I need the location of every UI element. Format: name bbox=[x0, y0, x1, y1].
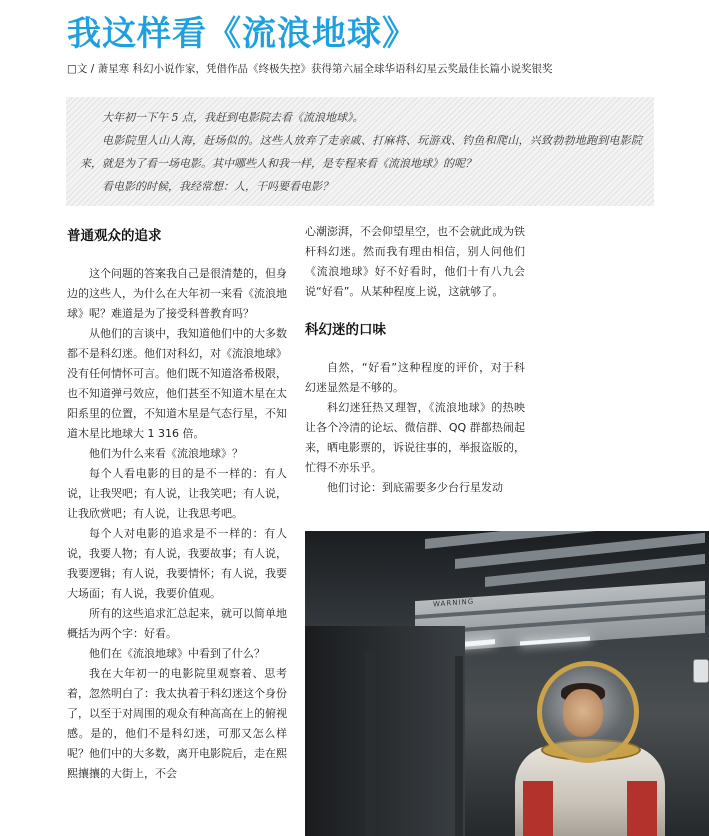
photo-wall bbox=[305, 626, 465, 836]
photo-suit-red-panel bbox=[523, 781, 553, 836]
photo-suit-red-panel bbox=[627, 781, 657, 836]
article-title: 我这样看《流浪地球》 bbox=[67, 14, 417, 54]
photo-astronaut-face bbox=[563, 689, 603, 737]
photo-wall-device bbox=[693, 659, 709, 683]
left-column bbox=[67, 222, 287, 784]
body-paragraph-continued: 心潮澎湃，不会仰望星空，也不会就此成为铁杆科幻迷。然而我有理由相信，别人问他们《流浪地球》好不好看时，他们十有八九会说“好看”。从某种程度上说，这就够了。 bbox=[305, 225, 525, 298]
photo-frame-bar bbox=[455, 656, 463, 836]
intro-paragraph: 大年初一下午 5 点，我赶到电影院去看《流浪地球》。 bbox=[102, 111, 364, 124]
photo-warning-label: WARNING bbox=[433, 597, 475, 609]
photo-frame-bar bbox=[365, 651, 375, 836]
body-paragraph: 这个问题的答案我自己是很清楚的，但身边的这些人，为什么在大年初一来看《流浪地球》呢？难道是为了接受科普教育吗？ bbox=[67, 267, 287, 320]
body-paragraph: 所有的这些追求汇总起来，就可以简单地概括为两个字：好看。 bbox=[67, 607, 287, 640]
body-paragraph: 他们在《流浪地球》中看到了什么？ bbox=[89, 647, 265, 660]
right-column bbox=[305, 222, 525, 498]
intro-paragraph: 电影院里人山人海，赶场似的。这些人放弃了走亲戚、打麻将、玩游戏、钓鱼和爬山，兴致勃勃地跑到电影院来，就是为了看一场电影。其中哪些人和我一样，是专程来看《流浪地球》的呢？ bbox=[80, 134, 642, 170]
author-byline: □文 / 萧星寒 科幻小说作家，凭借作品《终极失控》获得第六届全球华语科幻星云奖最佳长篇小说奖银奖 bbox=[67, 63, 553, 75]
section-heading: 科幻迷的口味 bbox=[305, 322, 386, 338]
body-paragraph: 每个人对电影的追求是不一样的：有人说，我要人物；有人说，我要故事；有人说，我要逻辑；有人说，我要情怀；有人说，我要大场面；有人说，我要价值观。 bbox=[67, 527, 287, 600]
intro-paragraph: 看电影的时候，我经常想：人，干吗要看电影？ bbox=[102, 180, 333, 193]
body-paragraph: 他们讨论：到底需要多少台行星发动 bbox=[327, 481, 503, 494]
body-paragraph: 自然，“好看”这种程度的评价，对于科幻迷显然是不够的。 bbox=[305, 361, 525, 394]
section-heading: 普通观众的追求 bbox=[67, 228, 162, 244]
body-paragraph: 从他们的言谈中，我知道他们中的大多数都不是科幻迷。他们对科幻，对《流浪地球》没有任何情怀可言。他们既不知道洛希极限，也不知道弹弓效应，他们甚至不知道木星在太阳系里的位置，不知道木星是气态行星，不知道木星比地球大 1 316 倍。 bbox=[67, 327, 287, 440]
body-paragraph: 每个人看电影的目的是不一样的：有人说，让我哭吧；有人说，让我笑吧；有人说，让我欣赏吧；有人说，让我思考吧。 bbox=[67, 467, 287, 520]
body-paragraph: 我在大年初一的电影院里观察着、思考着，忽然明白了：我太执着于科幻迷这个身份了，以至于对周围的观众有种高高在上的俯视感。是的，他们不是科幻迷，可那又怎么样呢？他们中的大多数，离开电影院后，走在熙熙攘攘的大街上，不会 bbox=[67, 667, 287, 780]
body-paragraph: 他们为什么来看《流浪地球》？ bbox=[89, 447, 243, 460]
body-paragraph: 科幻迷狂热又理智，《流浪地球》的热映让各个冷清的论坛、微信群、QQ 群都热闹起来，晒电影票的，诉说往事的，举报盗版的，忙得不亦乐乎。 bbox=[305, 401, 525, 474]
intro-box bbox=[66, 97, 654, 206]
movie-still-photo bbox=[305, 531, 709, 836]
